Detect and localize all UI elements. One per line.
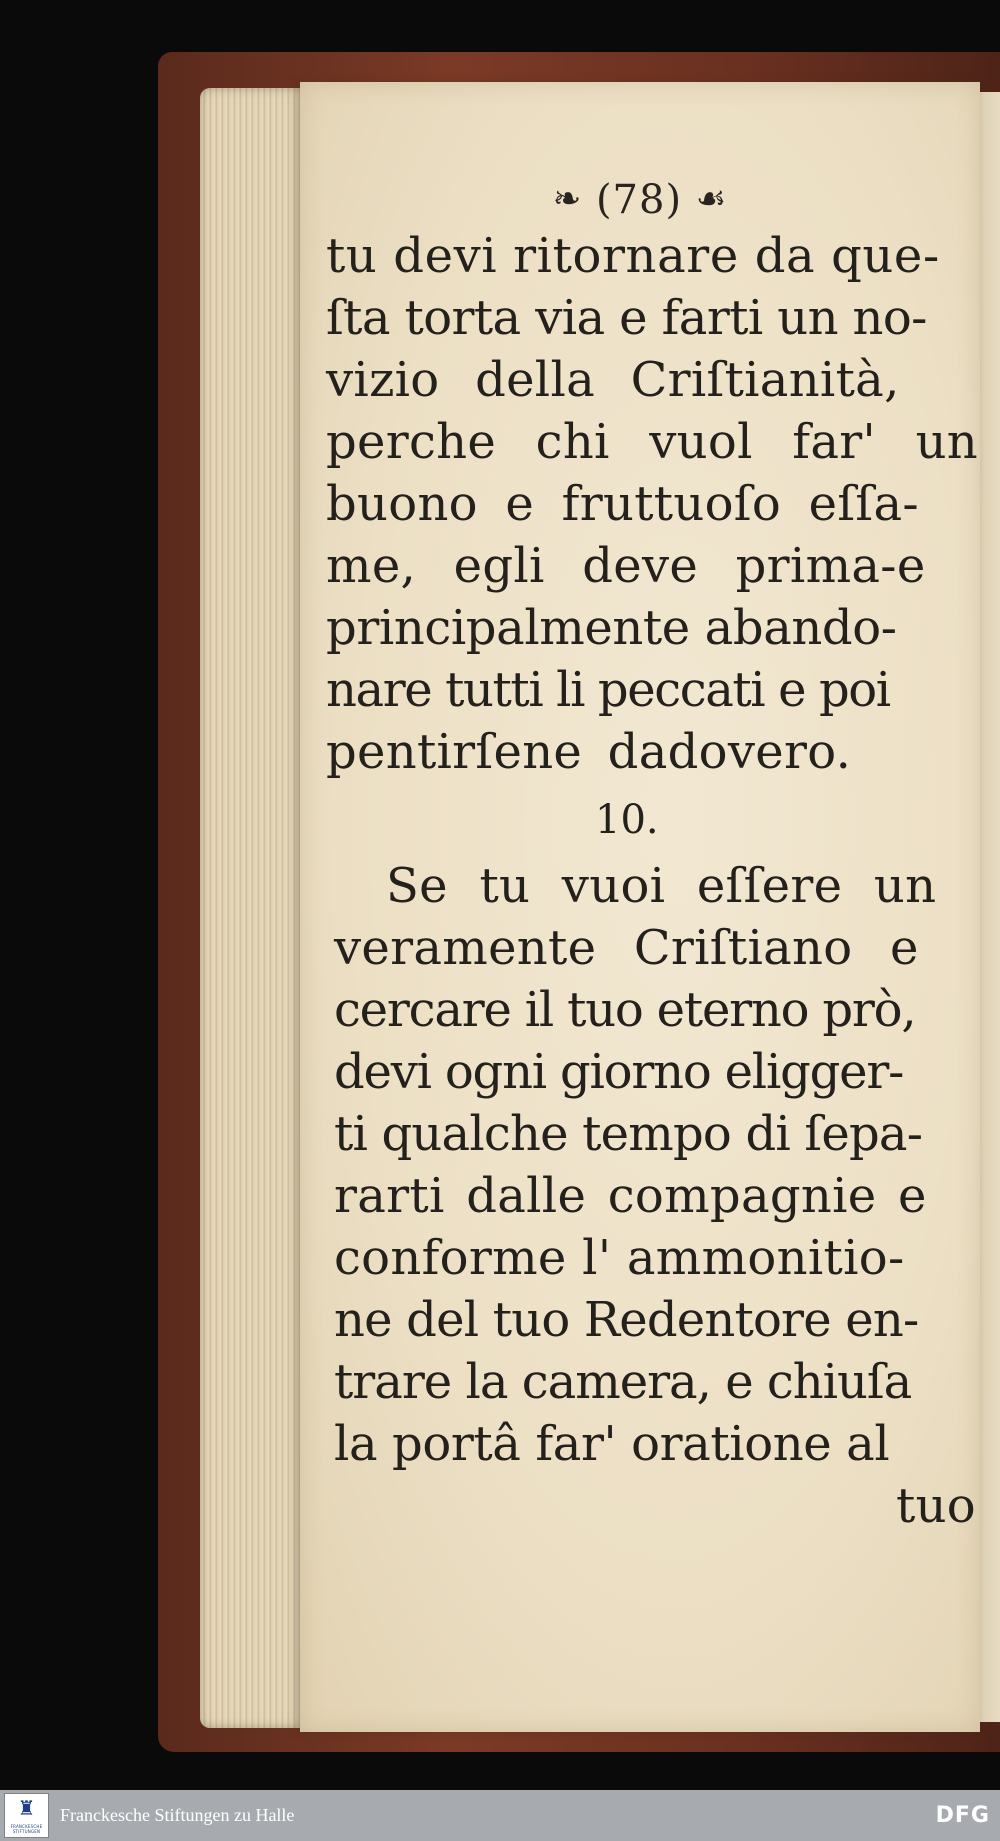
text-line: me, egli deve prima-e: [326, 538, 926, 594]
text-line: trare la camera, e chiuſa: [334, 1354, 912, 1410]
institution-logo[interactable]: [4, 1793, 49, 1838]
franckesche-building-icon: ♜: [17, 1796, 36, 1820]
book-page: [300, 82, 980, 1732]
logo-caption: FRANCKESCHE STIFTUNGEN: [10, 1824, 43, 1834]
text-line: buono e fruttuoſo eſſa-: [326, 476, 919, 532]
catchword: tuo: [896, 1478, 977, 1534]
text-line: ti qualche tempo di ſepa-: [334, 1106, 923, 1162]
page-edges: [200, 88, 310, 1728]
text-line: conforme l' ammonitio-: [334, 1230, 905, 1286]
left-ornament-icon: ❧: [552, 179, 583, 219]
text-line: ne del tuo Redentore en-: [334, 1292, 919, 1348]
text-line: pentirſene dadovero.: [326, 724, 852, 780]
section-number: 10.: [595, 797, 659, 843]
text-line: principalmente abando-: [326, 600, 897, 656]
text-line: devi ogni giorno eligger-: [334, 1044, 904, 1100]
text-line: nare tutti li peccati e poi: [326, 662, 890, 718]
text-line: Se tu vuoi eſſere un: [386, 858, 937, 914]
right-ornament-icon: ☙: [695, 179, 728, 219]
text-line: cercare il tuo eterno prò,: [334, 982, 916, 1038]
dfg-logo[interactable]: DFG: [935, 1803, 990, 1828]
institution-name[interactable]: Franckesche Stiftungen zu Halle: [60, 1805, 295, 1825]
text-line: la portâ far' oratione al: [334, 1416, 890, 1472]
text-line: rarti dalle compagnie e: [334, 1168, 927, 1224]
text-line: ſta torta via e farti un no-: [326, 290, 927, 346]
text-line: vizio della Criſtianità,: [326, 352, 900, 408]
text-line: tu devi ritornare da que-: [326, 228, 940, 284]
text-line: veramente Criſtiano e: [334, 920, 919, 976]
page-number-header: [300, 177, 980, 223]
page-number: (78): [595, 177, 683, 223]
viewer-footer-bar: [0, 1790, 1000, 1841]
text-line: perche chi vuol far' un: [326, 414, 978, 470]
